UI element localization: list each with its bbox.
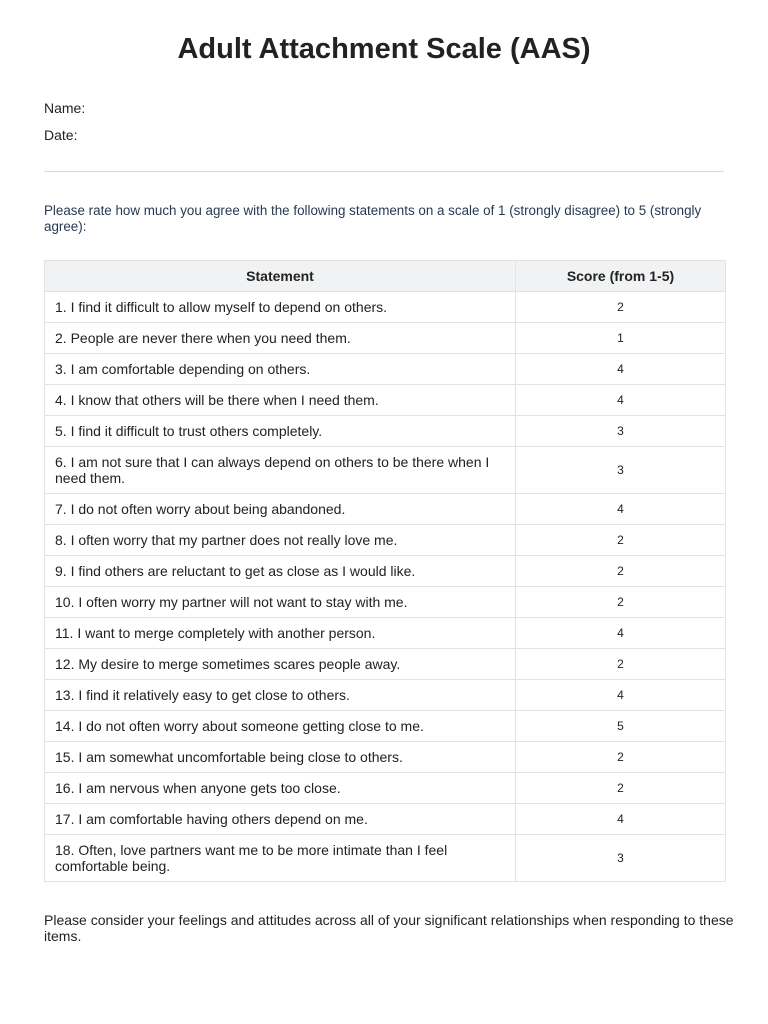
score-cell: 2 [516, 649, 726, 680]
score-cell: 2 [516, 292, 726, 323]
score-cell: 4 [516, 618, 726, 649]
statement-cell: 16. I am nervous when anyone gets too close. [45, 773, 516, 804]
statement-cell: 12. My desire to merge sometimes scares people away. [45, 649, 516, 680]
table-row [45, 711, 726, 742]
name-label: Name: [44, 100, 86, 116]
score-cell: 4 [516, 494, 726, 525]
table-row [45, 680, 726, 711]
table-row [45, 323, 726, 354]
score-cell: 4 [516, 804, 726, 835]
score-cell: 2 [516, 773, 726, 804]
divider [44, 171, 724, 172]
table-row [45, 494, 726, 525]
statement-cell: 1. I find it difficult to allow myself to depend on others. [45, 292, 516, 323]
table-row [45, 835, 726, 882]
attachment-scale-table [44, 260, 726, 882]
score-cell: 2 [516, 556, 726, 587]
statement-cell: 2. People are never there when you need them. [45, 323, 516, 354]
score-cell: 3 [516, 447, 726, 494]
statement-cell: 11. I want to merge completely with another person. [45, 618, 516, 649]
score-cell: 3 [516, 416, 726, 447]
statement-cell: 13. I find it relatively easy to get close to others. [45, 680, 516, 711]
statement-cell: 3. I am comfortable depending on others. [45, 354, 516, 385]
score-cell: 1 [516, 323, 726, 354]
score-cell: 2 [516, 587, 726, 618]
table-row [45, 416, 726, 447]
score-cell: 5 [516, 711, 726, 742]
table-row [45, 447, 726, 494]
table-row [45, 804, 726, 835]
table-row [45, 354, 726, 385]
statement-cell: 17. I am comfortable having others depend on me. [45, 804, 516, 835]
statement-cell: 15. I am somewhat uncomfortable being close to others. [45, 742, 516, 773]
footer-note: Please consider your feelings and attitudes across all of your significant relationships when responding to these items. [44, 912, 734, 944]
statement-cell: 6. I am not sure that I can always depend on others to be there when I need them. [45, 447, 516, 494]
table-row [45, 525, 726, 556]
table-row [45, 385, 726, 416]
statement-cell: 8. I often worry that my partner does not really love me. [45, 525, 516, 556]
score-cell: 2 [516, 742, 726, 773]
column-header-statement: Statement [45, 261, 516, 292]
score-cell: 4 [516, 385, 726, 416]
statement-cell: 18. Often, love partners want me to be more intimate than I feel comfortable being. [45, 835, 516, 882]
table-row [45, 618, 726, 649]
statement-cell: 10. I often worry my partner will not want to stay with me. [45, 587, 516, 618]
instructions-text: Please rate how much you agree with the following statements on a scale of 1 (strongly disagree) to 5 (strongly agree): [44, 203, 702, 234]
table-row [45, 773, 726, 804]
score-cell: 4 [516, 680, 726, 711]
statement-cell: 4. I know that others will be there when I need them. [45, 385, 516, 416]
page-title: Adult Attachment Scale (AAS) [177, 33, 591, 65]
statement-cell: 9. I find others are reluctant to get as close as I would like. [45, 556, 516, 587]
table-row [45, 556, 726, 587]
date-label: Date: [44, 127, 78, 143]
statement-cell: 5. I find it difficult to trust others completely. [45, 416, 516, 447]
score-cell: 4 [516, 354, 726, 385]
score-cell: 3 [516, 835, 726, 882]
table-row [45, 649, 726, 680]
score-cell: 2 [516, 525, 726, 556]
table-row [45, 742, 726, 773]
column-header-score: Score (from 1-5) [516, 261, 726, 292]
statement-cell: 14. I do not often worry about someone getting close to me. [45, 711, 516, 742]
table-header-row [45, 261, 726, 292]
table-row [45, 292, 726, 323]
table-row [45, 587, 726, 618]
statement-cell: 7. I do not often worry about being abandoned. [45, 494, 516, 525]
